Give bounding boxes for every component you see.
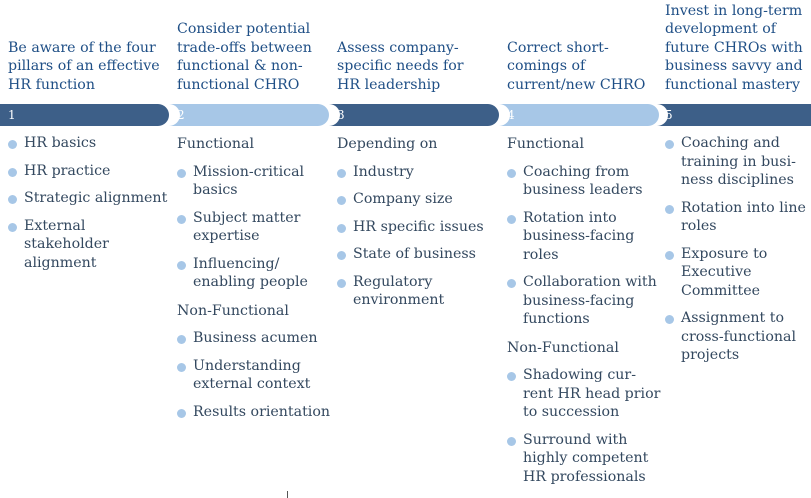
step-arrow-5 — [657, 104, 811, 126]
list-item — [177, 357, 328, 394]
bullet-dot-icon — [177, 261, 186, 270]
list-item — [507, 273, 658, 329]
bullet-dot-icon — [665, 205, 674, 214]
bullet-dot-icon — [337, 279, 346, 288]
bullet-dot-icon — [507, 215, 516, 224]
list-item — [337, 163, 499, 182]
item-text: HR specific issues — [353, 218, 484, 235]
group-label: Functional — [177, 136, 254, 152]
bullet-dot-icon — [665, 251, 674, 260]
list-item — [507, 209, 648, 265]
step-heading-2: Consider potential trade-offs between functional & non-functional CHRO — [177, 21, 312, 93]
bullet-dot-icon — [507, 279, 516, 288]
bullet-dot-icon — [8, 168, 17, 177]
list-item — [665, 245, 791, 301]
list-item — [8, 162, 168, 181]
arrow-shape-1 — [0, 104, 172, 126]
step-arrow-4 — [499, 104, 661, 126]
bullet-dot-icon — [177, 169, 186, 178]
list-item — [8, 189, 168, 208]
list-item — [177, 255, 318, 292]
step-list-5 — [665, 134, 811, 374]
group-label: Functional — [507, 136, 584, 152]
item-text: Understanding external context — [193, 357, 311, 392]
item-text: Exposure to Executive Committee — [681, 245, 768, 299]
step-number-4: 4 — [507, 108, 515, 122]
list-item — [177, 209, 313, 246]
list-item — [337, 245, 499, 264]
list-item — [337, 218, 499, 237]
step-list-3 — [337, 134, 499, 319]
bullet-dot-icon — [337, 196, 346, 205]
bullet-dot-icon — [177, 409, 186, 418]
bullet-dot-icon — [337, 251, 346, 260]
arrow-shape-4 — [499, 104, 661, 126]
step-heading-3: Assess company-specific needs for HR leadership — [337, 39, 464, 93]
item-text: Surround with highly competent HR professionals — [523, 431, 649, 485]
bullet-dot-icon — [665, 140, 674, 149]
bottom-tick — [287, 491, 288, 498]
step-number-5: 5 — [665, 108, 673, 122]
item-text: Industry — [353, 163, 414, 180]
bullet-dot-icon — [665, 315, 674, 324]
step-heading-4: Correct short-comings of current/new CHRO — [507, 39, 646, 93]
item-text: HR practice — [24, 162, 111, 179]
item-text: Rotation into line roles — [681, 199, 806, 234]
list-item — [177, 403, 335, 422]
item-text: Regulatory environment — [353, 273, 445, 308]
bullet-dot-icon — [507, 169, 516, 178]
arrow-shape-2 — [169, 104, 331, 126]
arrow-shape-3 — [329, 104, 501, 126]
item-text: Coaching and training in busi-ness disciplines — [681, 135, 796, 188]
step-heading-box-1 — [0, 0, 168, 94]
item-text: Shadowing cur-rent HR head prior to succession — [523, 367, 661, 420]
step-heading-box-2 — [169, 0, 335, 94]
item-text: Subject matter expertise — [193, 209, 301, 244]
item-text: Strategic alignment — [24, 190, 168, 206]
step-number-2: 2 — [177, 108, 185, 122]
step-list-4 — [507, 134, 659, 495]
list-item — [177, 329, 335, 348]
list-item — [507, 163, 653, 200]
item-text: External stakeholder alignment — [24, 217, 109, 271]
item-text: Assignment to cross-functional projects — [681, 310, 797, 363]
list-item — [507, 366, 663, 422]
step-number-3: 3 — [337, 108, 345, 122]
item-text: Rotation into business-facing roles — [523, 209, 635, 263]
item-text: Coaching from business leaders — [523, 163, 643, 198]
step-list-1 — [8, 134, 168, 281]
item-text: State of business — [353, 246, 476, 262]
bullet-dot-icon — [177, 363, 186, 372]
item-text: Company size — [353, 191, 453, 207]
item-text: HR basics — [24, 135, 97, 151]
list-item — [8, 134, 168, 153]
step-heading-box-3 — [329, 0, 499, 94]
bullet-dot-icon — [507, 372, 516, 381]
bullet-dot-icon — [177, 215, 186, 224]
bullet-dot-icon — [177, 335, 186, 344]
item-text: Results orientation — [193, 403, 330, 420]
bullet-dot-icon — [8, 140, 17, 149]
list-item — [665, 199, 811, 236]
bullet-dot-icon — [507, 437, 516, 446]
item-text: Collaboration with business-facing functions — [523, 274, 657, 327]
step-heading-1: Be aware of the four pillars of an effective HR function — [8, 39, 160, 93]
item-text: Mission-critical basics — [193, 163, 305, 198]
list-item — [507, 431, 658, 487]
group-label: Depending on — [337, 136, 438, 152]
bullet-dot-icon — [8, 223, 17, 232]
step-number-1: 1 — [8, 108, 16, 122]
list-item — [665, 134, 801, 190]
list-item — [337, 273, 463, 310]
step-list-2 — [177, 134, 335, 430]
bullet-dot-icon — [337, 224, 346, 233]
arrow-shape-5 — [657, 104, 811, 126]
list-item — [8, 217, 144, 273]
list-item — [337, 190, 499, 209]
step-heading-box-5 — [657, 0, 811, 94]
item-text: Influencing/ enabling people — [193, 255, 308, 290]
bullet-dot-icon — [337, 169, 346, 178]
bullet-dot-icon — [8, 195, 17, 204]
step-arrow-1 — [0, 104, 172, 126]
step-arrow-2 — [169, 104, 331, 126]
list-item — [665, 309, 811, 365]
step-heading-5: Invest in long-term development of future CHROs with business savvy and functional mastery — [665, 2, 803, 93]
group-label: Non-Functional — [177, 302, 289, 319]
item-text: Business acumen — [193, 330, 318, 346]
group-label: Non-Functional — [507, 339, 619, 356]
step-arrow-3 — [329, 104, 501, 126]
list-item — [177, 163, 313, 200]
step-heading-box-4 — [499, 0, 659, 94]
